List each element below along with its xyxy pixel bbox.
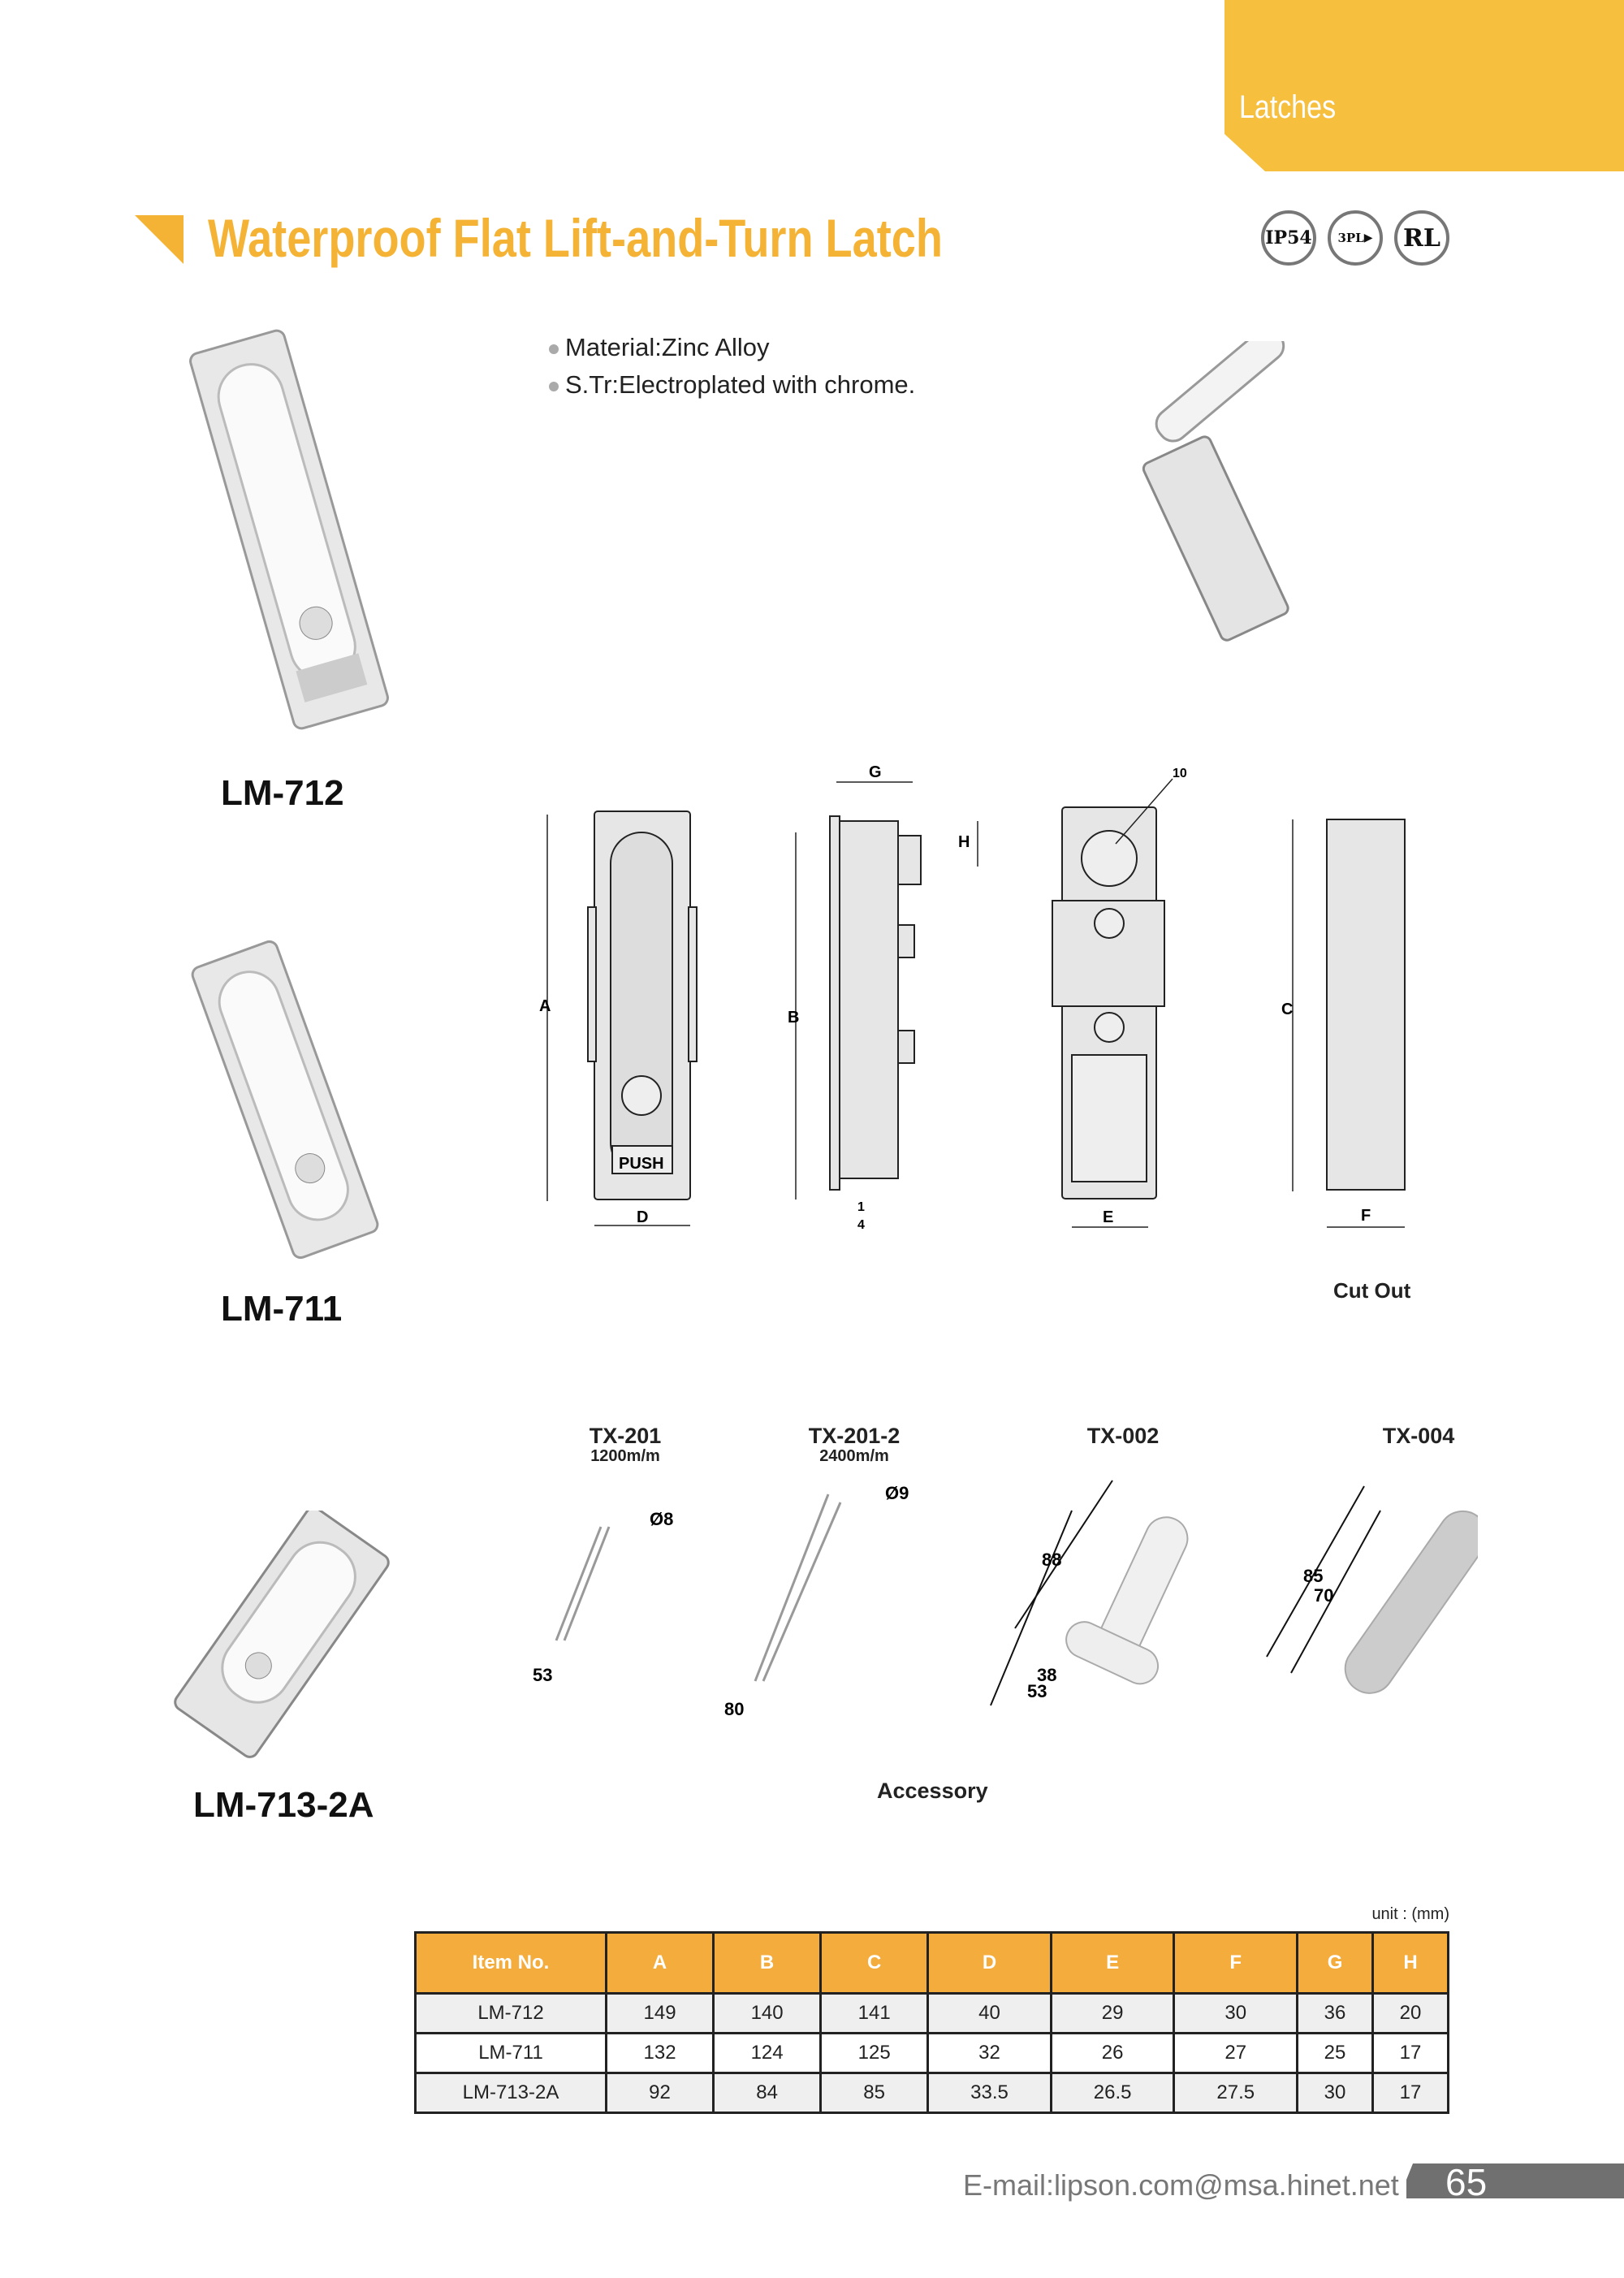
tx-002-hole-spacing: 38: [1037, 1665, 1057, 1685]
cell: 26: [1051, 2034, 1174, 2073]
dim-label-10: 10: [1173, 767, 1187, 780]
cell: LM-713-2A: [416, 2073, 607, 2113]
arrow-right-icon: ▶: [1363, 231, 1373, 244]
cell: 17: [1373, 2034, 1449, 2073]
latch-open-photo: [1125, 341, 1324, 642]
cell: 92: [607, 2073, 714, 2113]
cell: 40: [928, 1994, 1052, 2034]
cell: 27: [1174, 2034, 1298, 2073]
dim-label-c: C: [1281, 1001, 1294, 1018]
cell: LM-711: [416, 2034, 607, 2073]
page-number: 65: [1445, 2161, 1488, 2203]
col-c: C: [821, 1933, 928, 1994]
tx-004-hole-distance: 70: [1314, 1585, 1334, 1606]
cutout-label: Cut Out: [1333, 1278, 1411, 1303]
col-d: D: [928, 1933, 1052, 1994]
dim-label-a: A: [539, 997, 551, 1015]
accessory-tx-201-2-name: TX-201-2: [808, 1424, 901, 1448]
ip54-badge: IP54: [1261, 210, 1316, 266]
table-row: [416, 2073, 1449, 2113]
cell: 33.5: [928, 2073, 1052, 2113]
accessory-tx-201-name: TX-201: [589, 1424, 662, 1448]
table-row: [416, 1994, 1449, 2034]
accessory-title: Accessory: [877, 1779, 988, 1803]
tx-201-2-diameter: Ø9: [885, 1483, 909, 1503]
model-label-lm-711: LM-711: [221, 1289, 343, 1329]
tx-201-2-width: 80: [724, 1699, 745, 1719]
dim-label-d: D: [637, 1208, 649, 1226]
lm-713-2a-photo: [160, 1511, 408, 1758]
3pl-badge-text: 3PL: [1337, 231, 1364, 245]
dim-label-h: H: [958, 833, 970, 851]
cell: 84: [714, 2073, 821, 2113]
accessory-drawings: [520, 1478, 1478, 1738]
col-h: H: [1373, 1933, 1449, 1994]
dim-label-e: E: [1103, 1208, 1114, 1226]
cell: 30: [1174, 1994, 1298, 2034]
cell: 30: [1298, 2073, 1373, 2113]
accessory-tx-201-2-length: 2400m/m: [819, 1447, 889, 1465]
cell: 17: [1373, 2073, 1449, 2113]
lm-712-photo: [167, 326, 411, 737]
3pl-badge: [1328, 210, 1383, 266]
dim-label-g: G: [869, 763, 882, 781]
dim-label-b: B: [788, 1009, 800, 1027]
dim-label-f: F: [1361, 1207, 1371, 1225]
tx-201-width: 53: [533, 1665, 553, 1685]
spec-table: [414, 1931, 1449, 2114]
dim-label-1: 1: [857, 1200, 865, 1214]
model-label-lm-713-2a: LM-713-2A: [193, 1785, 374, 1825]
col-f: F: [1174, 1933, 1298, 1994]
section-label: Latches: [1239, 89, 1337, 125]
cell: 132: [607, 2034, 714, 2073]
cell: 26.5: [1051, 2073, 1174, 2113]
title-marker-icon: [135, 215, 184, 264]
cell: 27.5: [1174, 2073, 1298, 2113]
accessory-tx-004-name: TX-004: [1382, 1424, 1455, 1448]
cell: 149: [607, 1994, 714, 2034]
accessory-tx-002-name: TX-002: [1086, 1424, 1160, 1448]
spec-surface: S.Tr:Electroplated with chrome.: [549, 370, 915, 400]
cell: 124: [714, 2034, 821, 2073]
tx-002-length: 88: [1042, 1550, 1062, 1570]
section-banner: [1224, 0, 1624, 171]
page-title: Waterproof Flat Lift-and-Turn Latch: [208, 208, 943, 268]
col-b: B: [714, 1933, 821, 1994]
accessory-tx-201-length: 1200m/m: [590, 1447, 660, 1465]
cell: 25: [1298, 2034, 1373, 2073]
unit-label: unit : (mm): [1371, 1905, 1449, 1923]
cell: 32: [928, 2034, 1052, 2073]
col-item-no: Item No.: [416, 1933, 607, 1994]
cell: 20: [1373, 1994, 1449, 2034]
table-header-row: [416, 1933, 1449, 1994]
lm-711-photo: [167, 937, 403, 1266]
cell: 36: [1298, 1994, 1373, 2034]
spec-material: Material:Zinc Alloy: [549, 333, 770, 362]
tx-004-length: 85: [1303, 1566, 1324, 1586]
tx-201-diameter: Ø8: [650, 1509, 674, 1529]
push-label: PUSH: [619, 1155, 664, 1173]
technical-drawings: [523, 763, 1457, 1242]
footer-page-bar: [1406, 2163, 1624, 2198]
footer-email: E-mail:lipson.com@msa.hinet.net: [963, 2168, 1399, 2202]
tx-002-width: 53: [1027, 1681, 1047, 1701]
cell: 29: [1051, 1994, 1174, 2034]
cell: 141: [821, 1994, 928, 2034]
dim-label-4: 4: [857, 1218, 865, 1232]
col-a: A: [607, 1933, 714, 1994]
cell: 125: [821, 2034, 928, 2073]
table-row: [416, 2034, 1449, 2073]
cell: 85: [821, 2073, 928, 2113]
cell: LM-712: [416, 1994, 607, 2034]
rl-badge: RL: [1394, 210, 1449, 266]
model-label-lm-712: LM-712: [221, 773, 344, 813]
cell: 140: [714, 1994, 821, 2034]
col-e: E: [1051, 1933, 1174, 1994]
col-g: G: [1298, 1933, 1373, 1994]
